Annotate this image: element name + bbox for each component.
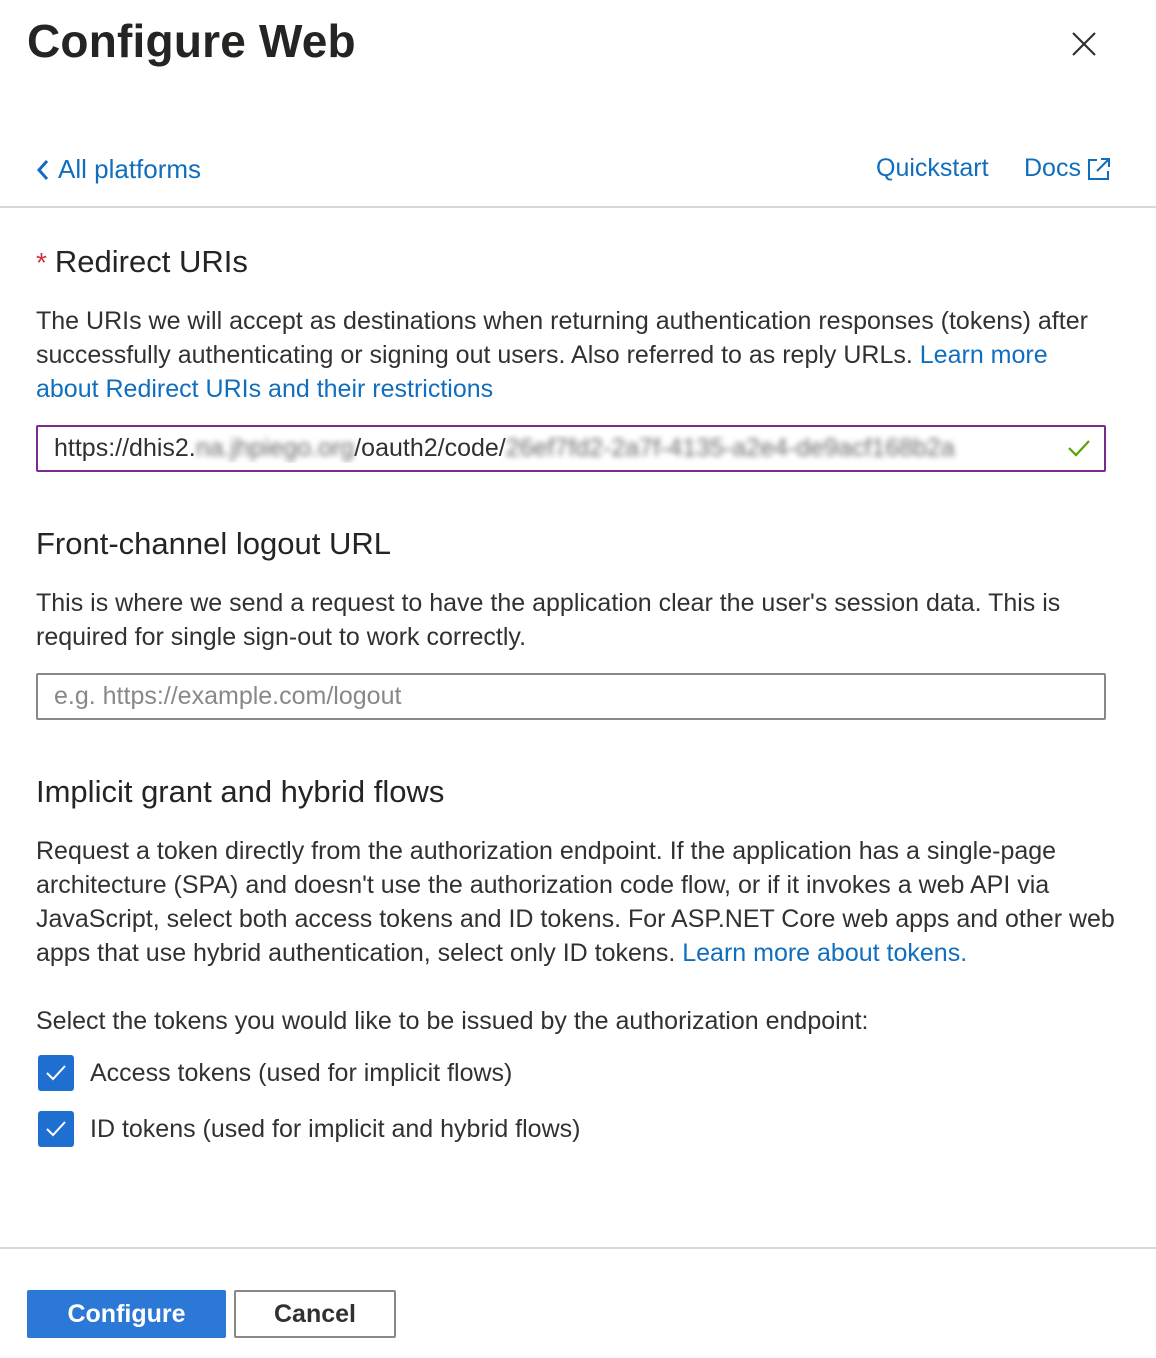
redirect-uri-value bbox=[54, 434, 1088, 463]
access-tokens-checkbox[interactable] bbox=[38, 1055, 74, 1091]
panel-title: Configure Web bbox=[27, 15, 356, 67]
uri-redacted-id: 26ef7fd2-2a7f-4135-a2e4-de9acf168b2a bbox=[505, 434, 955, 462]
redirect-uris-description bbox=[36, 304, 1116, 406]
id-tokens-checkbox[interactable] bbox=[38, 1111, 74, 1147]
logout-url-heading: Front-channel logout URL bbox=[36, 526, 391, 561]
uri-prefix: https://dhis2. bbox=[54, 434, 196, 462]
learn-more-redirect-link[interactable]: Learn more about Redirect URIs and their restrictions bbox=[36, 341, 1048, 403]
close-icon bbox=[1070, 30, 1098, 58]
all-platforms-label: All platforms bbox=[58, 154, 202, 184]
all-platforms-link[interactable] bbox=[36, 154, 201, 185]
close-button[interactable] bbox=[1064, 24, 1104, 64]
uri-redacted-host: na.jhpiego.org bbox=[195, 434, 355, 462]
implicit-grant-heading: Implicit grant and hybrid flows bbox=[36, 774, 445, 809]
redirect-uris-heading bbox=[36, 244, 248, 280]
logout-url-input-wrapper bbox=[36, 673, 1106, 720]
footer-divider bbox=[0, 1247, 1156, 1249]
learn-more-tokens-link[interactable]: Learn more about tokens. bbox=[682, 939, 968, 967]
implicit-grant-description bbox=[36, 834, 1116, 970]
docs-link[interactable] bbox=[1024, 154, 1113, 183]
implicit-grant-description-text: Request a token directly from the authorization endpoint. If the application has a single-page architecture (SPA) and doesn't use the authorization code flow, or if it invokes a web API via JavaScript, select both access tokens and ID tokens. For ASP.NET Core web apps and other web apps that use hybrid authentication, select only ID tokens. bbox=[36, 837, 1115, 967]
configure-button[interactable]: Configure bbox=[27, 1290, 226, 1338]
check-icon bbox=[44, 1119, 68, 1139]
chevron-left-icon bbox=[36, 159, 50, 181]
checkmark-icon bbox=[1066, 437, 1092, 459]
access-tokens-option[interactable] bbox=[38, 1055, 512, 1091]
id-tokens-option[interactable] bbox=[38, 1111, 580, 1147]
id-tokens-label: ID tokens (used for implicit and hybrid flows) bbox=[90, 1114, 581, 1143]
required-indicator: * bbox=[36, 247, 47, 278]
redirect-uris-description-text: The URIs we will accept as destinations when returning authentication responses (tokens) after successfully authenticating or signing out users. Also referred to as reply URLs. bbox=[36, 307, 1088, 369]
logout-url-description: This is where we send a request to have the application clear the user's session data. This is required for single sign-out to work correctly. bbox=[36, 589, 1061, 651]
docs-label: Docs bbox=[1024, 154, 1081, 182]
token-select-prompt: Select the tokens you would like to be issued by the authorization endpoint: bbox=[36, 1007, 869, 1035]
quickstart-link[interactable]: Quickstart bbox=[876, 154, 989, 182]
access-tokens-label: Access tokens (used for implicit flows) bbox=[90, 1058, 513, 1087]
check-icon bbox=[44, 1063, 68, 1083]
nav-bar bbox=[0, 150, 1156, 208]
logout-url-input[interactable] bbox=[54, 682, 1088, 711]
external-link-icon bbox=[1085, 155, 1113, 183]
uri-path: /oauth2/code/ bbox=[354, 434, 506, 462]
redirect-uri-input[interactable] bbox=[36, 425, 1106, 472]
redirect-uris-heading-text: Redirect URIs bbox=[54, 244, 248, 279]
cancel-button[interactable]: Cancel bbox=[234, 1290, 396, 1338]
